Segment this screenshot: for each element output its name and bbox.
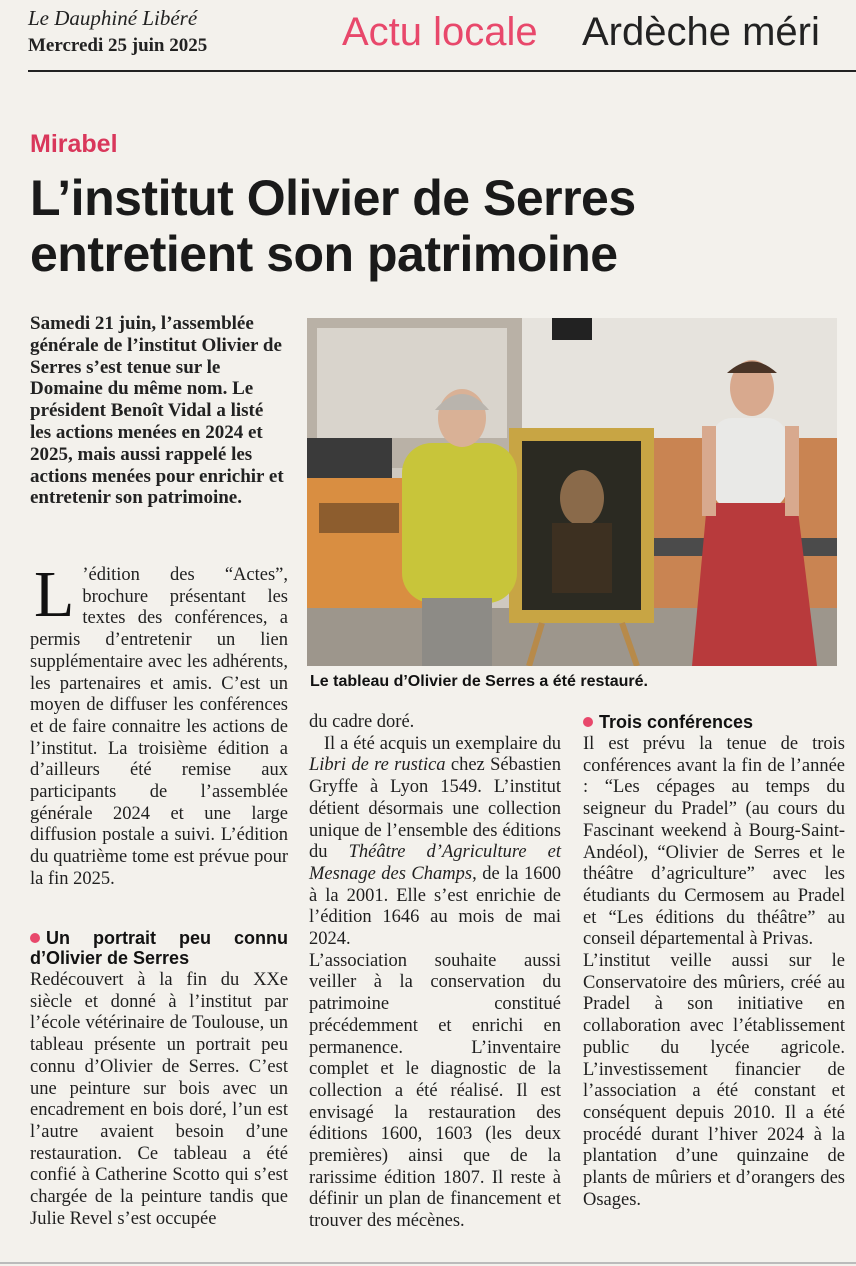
paragraph-acquisition: Il a été acquis un exemplaire du Libri de re rustica chez Sébastien Gryffe à Lyon 1549. L’institut détient désormais une collection unique de l’ensemble des éditions du Théâtre d’Agriculture et Mesnage des Champs, de la 1600 à la 2001. Elle s’est enrichie de l’édition 1646 au mois de mai 2024. xyxy=(309,733,562,950)
bullet-icon xyxy=(583,717,593,727)
article-lead: Samedi 21 juin, l’assemblée générale de l’institut Olivier de Serres s’est tenue sur le Domaine du même nom. Le président Benoît Vidal a listé les actions menées en 2024 et 2025, mais aussi rappelé les actions menées pour enrichir et entretenir son patrimoine. xyxy=(30,313,284,509)
masthead xyxy=(0,0,856,70)
article-photo xyxy=(307,318,837,666)
article-kicker: Mirabel xyxy=(30,130,118,158)
paragraph-actes: ’édition des “Actes”, brochure présentant les textes des conférences, a permis d’entretenir un lien supplémentaire avec les adhérents, les partenaires et amis. C’est un moyen de diffuser les conférences et de faire connaitre les actions de l’institut. La troisième édition a d’ailleurs été remise aux participants de l’assemblée générale 2024 et une large diffusion postale a suivi. L’édition du quatrième tome est prévue pour la fin 2025. xyxy=(30,565,288,889)
bottom-divider xyxy=(0,1262,856,1264)
photo-illustration xyxy=(307,318,837,666)
paragraph-cadre: du cadre doré. xyxy=(309,712,415,732)
article-headline: L’institut Olivier de Serres entretient son patrimoine xyxy=(30,170,636,282)
article-column-right xyxy=(583,712,845,1211)
bullet-icon xyxy=(30,933,40,943)
drop-cap: L xyxy=(34,558,75,631)
photo-caption: Le tableau d’Olivier de Serres a été restauré. xyxy=(310,673,648,690)
paragraph-conferences: Il est prévu la tenue de trois conférences avant la fin de l’année : “Les cépages au temps du seigneur du Pradel” (au cours du Fascinant weekend à Bourg-Saint-Andéol), “Olivier de Serres et le théâtre d’agriculture” avec les étudiants du Cermosem au Pradel et “Les éditions du théâtre” au conseil départemental à Privas. xyxy=(583,734,845,950)
newspaper-name: Le Dauphiné Libéré xyxy=(28,6,198,30)
header-divider xyxy=(28,70,856,72)
article-column-middle xyxy=(309,712,561,1233)
publication-date: Mercredi 25 juin 2025 xyxy=(28,35,208,56)
section-title: Actu locale xyxy=(342,10,538,54)
subheading-conferences: Trois conférences xyxy=(583,712,845,732)
section-subtitle: Ardèche méri xyxy=(582,10,820,54)
subheading-portrait: Un portrait peu connu d’Olivier de Serres xyxy=(30,928,288,968)
article-column-left-top xyxy=(30,558,288,891)
paragraph-portrait: Redécouvert à la fin du XXe siècle et donné à l’institut par l’école vétérinaire de Toulouse, un tableau présente un portrait peu connu d’Olivier de Serres. C’est une peinture sur bois avec un encadrement en bois doré, l’un est l’autre avaient besoin d’une restauration. Ce tableau a été confié à Catherine Scotto qui s’est chargée de la peinture tandis que Julie Revel s’est occupée xyxy=(30,970,288,1229)
paragraph-muriers: L’institut veille aussi sur le Conservatoire des mûriers, créé au Pradel à son initiative en collaboration avec l’établissement public du lycée agricole. L’investissement financier de l’association a été constant et conséquent depuis 2010. Il a été procédé durant l’hiver 2024 à la plantation d’une quinzaine de plants de mûriers et d’orangers des Osages. xyxy=(583,951,845,1210)
article-column-left-bottom xyxy=(30,928,288,1230)
paragraph-conservation: L’association souhaite aussi veiller à la conservation du patrimoine constitué précédemment et enrichi en permanence. L’inventaire complet et le diagnostic de la collection a été réalisé. Il est envisagé la restauration des éditions 1600, 1603 (les deux premières) ainsi que de la rarissime édition 1807. Il reste à définir un plan de financement et trouver des mécènes. xyxy=(309,950,561,1232)
